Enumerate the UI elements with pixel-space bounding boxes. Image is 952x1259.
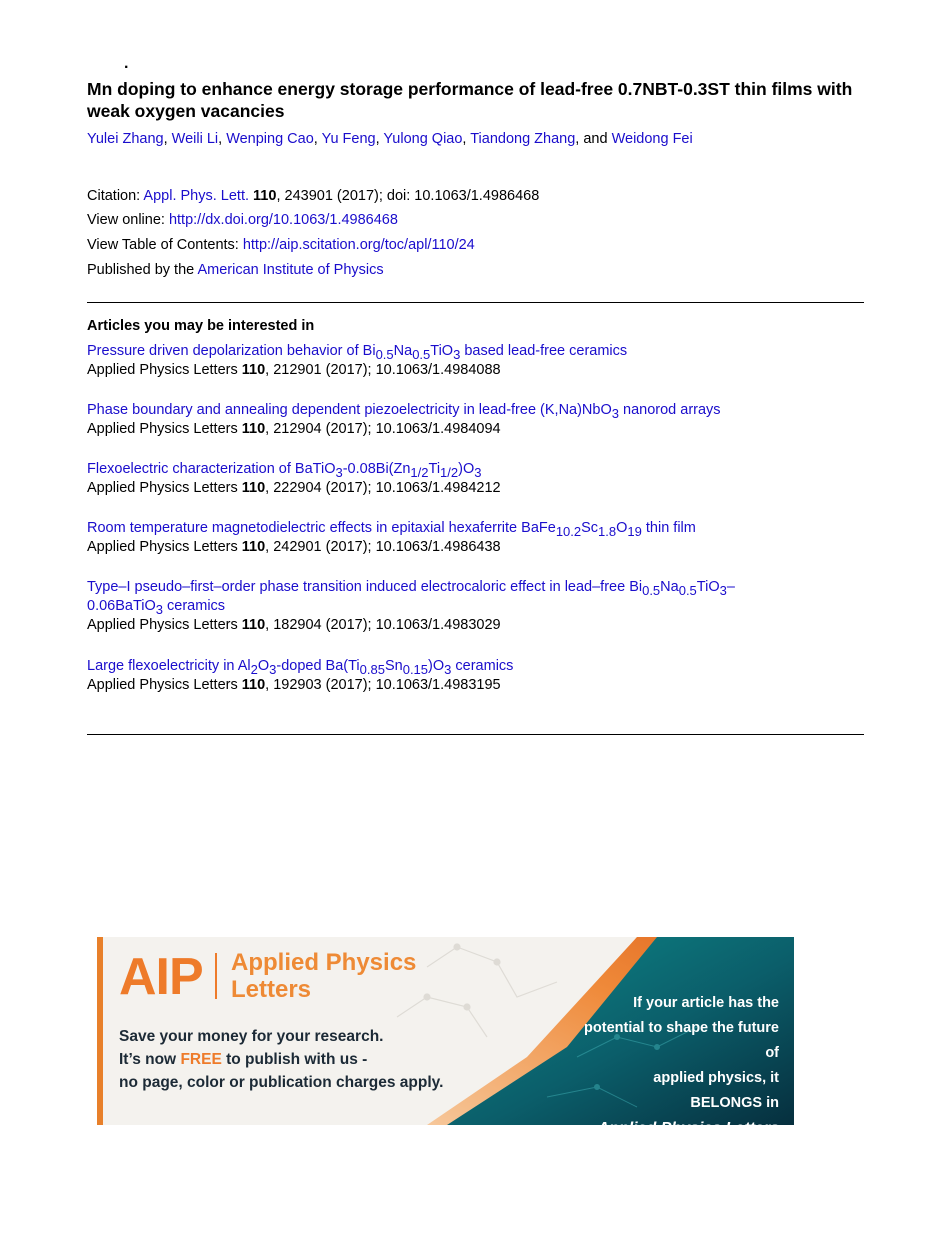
toc-line (87, 236, 475, 254)
related-article-title-link[interactable]: Large flexoelectricity in $Al_2O_3$-doped $Ba(Ti_{0.85}Sn_{0.15})O_3$ ceramics (87, 658, 514, 677)
related-article (87, 401, 877, 439)
banner-accent-bar (97, 937, 103, 1125)
related-articles-heading: Articles you may be interested in (87, 318, 315, 334)
citation-details: , 212901 (2017); 10.1063/1.4984088 (265, 362, 501, 378)
related-article-citation (87, 479, 877, 498)
citation-journal-link[interactable]: Appl. Phys. Lett. (143, 188, 250, 204)
journal-logotype (231, 949, 416, 1003)
citation-details: , 222904 (2017); 10.1063/1.4984212 (265, 480, 501, 496)
citation-volume: 110 (241, 677, 266, 693)
author-separator: , and (575, 131, 612, 147)
toc-link[interactable]: http://aip.scitation.org/toc/apl/110/24 (242, 237, 475, 253)
offer-line2-a: It’s now (119, 1051, 181, 1068)
offer-line3: no page, color or publication charges apply. (119, 1074, 444, 1091)
logo-separator (215, 953, 217, 999)
author-list (87, 130, 693, 148)
author-link[interactable]: Yulong Qiao (383, 131, 463, 147)
pitch-journal-name: Applied Physics Letters (597, 1120, 779, 1137)
author-link[interactable]: Weili Li (171, 131, 219, 147)
divider-bottom (87, 734, 864, 735)
citation-journal: Applied Physics Letters (87, 362, 242, 378)
citation-rest: , 243901 (2017); doi: 10.1063/1.4986468 (276, 188, 540, 204)
view-online-link[interactable]: http://dx.doi.org/10.1063/1.4986468 (168, 212, 398, 228)
author-link[interactable]: Yu Feng (321, 131, 376, 147)
author-link[interactable]: Wenping Cao (226, 131, 314, 147)
offer-line1: Save your money for your research. (119, 1028, 384, 1045)
aip-logo: AIP (119, 948, 203, 1006)
journal-logotype-line1: Applied Physics (231, 949, 417, 976)
citation-details: , 212904 (2017); 10.1063/1.4984094 (265, 421, 501, 437)
author-link[interactable]: Weidong Fei (611, 131, 693, 147)
citation-journal: Applied Physics Letters (87, 421, 242, 437)
apl-advertisement-banner[interactable] (97, 937, 794, 1137)
view-online-label: View online: (87, 212, 169, 228)
related-article (87, 578, 877, 635)
pitch-line2: potential to shape the future of (584, 1020, 779, 1061)
toc-label: View Table of Contents: (87, 237, 243, 253)
citation-volume: 110 (241, 480, 266, 496)
banner-offer-text (119, 1025, 443, 1094)
citation-journal: Applied Physics Letters (87, 480, 242, 496)
citation-volume: 110 (241, 539, 266, 555)
view-online-line (87, 211, 398, 229)
citation-line (87, 187, 539, 205)
citation-volume: 110 (241, 421, 266, 437)
publisher-link[interactable]: American Institute of Physics (197, 262, 384, 278)
header-dot: . (124, 55, 129, 72)
author-separator: , (462, 131, 471, 147)
author-separator: , (163, 131, 172, 147)
related-article-title-link[interactable]: Flexoelectric characterization of $BaTiO_3-0.08Bi(Zn_{1/2}Ti_{1/2})O_3$ (87, 461, 482, 480)
published-label: Published by the (87, 262, 198, 278)
related-article-citation (87, 616, 877, 635)
offer-free-word: FREE (180, 1051, 222, 1068)
related-article-citation (87, 420, 877, 439)
related-article-title-link[interactable]: Pressure driven depolarization behavior of $Bi_{0.5}Na_{0.5}TiO_3$ based lead-free ceramics (87, 343, 628, 362)
article-title: Mn doping to enhance energy storage performance of lead-free 0.7NBT-0.3ST thin films with weak oxygen vacancies (87, 79, 853, 121)
citation-details: , 242901 (2017); 10.1063/1.4986438 (265, 539, 501, 555)
published-line (87, 261, 384, 279)
author-link[interactable]: Tiandong Zhang (470, 131, 576, 147)
citation-details: , 182904 (2017); 10.1063/1.4983029 (265, 617, 501, 633)
author-link[interactable]: Yulei Zhang (87, 131, 164, 147)
pitch-line3: applied physics, it BELONGS in (653, 1070, 779, 1111)
divider-top (87, 302, 864, 303)
related-article (87, 657, 877, 695)
offer-line2-b: to publish with us - (221, 1051, 368, 1068)
related-article (87, 342, 877, 380)
related-article-title-link[interactable]: Type–I pseudo–first–order phase transition induced electrocaloric effect in lead–free $Bi_{0.5}Na_{0.5}TiO_3-$ 0.06BaTiO$_3$ ceramics (87, 579, 735, 617)
related-article-title-link[interactable]: Phase boundary and annealing dependent piezoelectricity in lead-free (K,Na)NbO$_3$ nanorod arrays (87, 402, 721, 421)
related-article (87, 519, 877, 557)
citation-volume: 110 (253, 188, 277, 204)
citation-journal: Applied Physics Letters (87, 539, 242, 555)
related-article-citation (87, 361, 877, 380)
author-separator: , (375, 131, 384, 147)
related-article-citation (87, 676, 877, 695)
citation-details: , 192903 (2017); 10.1063/1.4983195 (265, 677, 501, 693)
banner-pitch-text (579, 991, 779, 1141)
author-separator: , (313, 131, 322, 147)
author-separator: , (218, 131, 227, 147)
journal-logotype-line2: Letters (231, 976, 312, 1003)
citation-journal: Applied Physics Letters (87, 617, 242, 633)
citation-label: Citation: (87, 188, 144, 204)
related-article (87, 460, 877, 498)
citation-volume: 110 (241, 617, 266, 633)
related-article-citation (87, 538, 877, 557)
citation-journal: Applied Physics Letters (87, 677, 242, 693)
related-article-title-link[interactable]: Room temperature magnetodielectric effects in epitaxial hexaferrite $BaFe_{10.2}Sc_{1.8}O_{19}$ thin film (87, 520, 696, 539)
pitch-line1: If your article has the (633, 995, 779, 1011)
citation-volume: 110 (241, 362, 266, 378)
